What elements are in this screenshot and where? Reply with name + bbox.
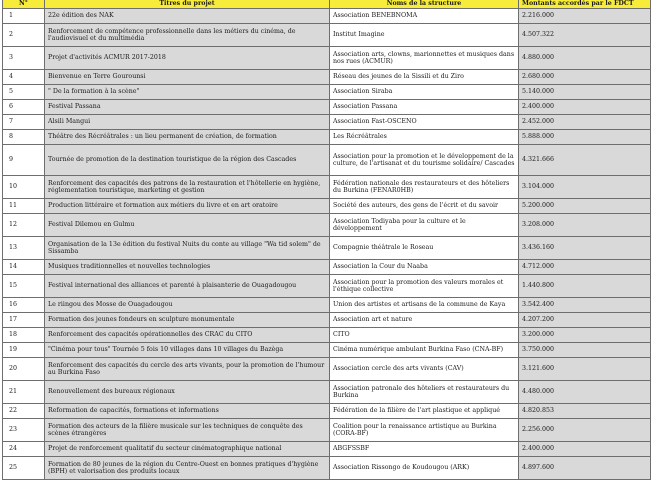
row-number: 25	[3, 457, 45, 480]
structure-name: CITO	[330, 328, 519, 343]
table-body	[3, 9, 651, 480]
amount-granted: 3.104.000	[519, 176, 651, 199]
amount-granted: 3.200.000	[519, 328, 651, 343]
project-title: Projet de renforcement qualitatif du secteur cinématographique national	[45, 442, 330, 457]
structure-name: Société des auteurs, des gens de l'écrit et du savoir	[330, 199, 519, 214]
header-row	[3, 0, 651, 9]
header-structure: Noms de la structure	[330, 0, 519, 9]
row-number: 9	[3, 145, 45, 176]
table-row	[3, 328, 651, 343]
structure-name: Association Rissongo de Koudougou (ARK)	[330, 457, 519, 480]
row-number: 7	[3, 115, 45, 130]
projects-table	[2, 0, 651, 480]
table-row	[3, 381, 651, 404]
table-row	[3, 100, 651, 115]
row-number: 24	[3, 442, 45, 457]
amount-granted: 2.400.000	[519, 100, 651, 115]
amount-granted: 4.321.666	[519, 145, 651, 176]
amount-granted: 3.208.000	[519, 214, 651, 237]
table-row	[3, 343, 651, 358]
table-row	[3, 70, 651, 85]
structure-name: Association Todiyaba pour la culture et le développement	[330, 214, 519, 237]
amount-granted: 2.216.000	[519, 9, 651, 24]
row-number: 2	[3, 24, 45, 47]
structure-name: ABGFSSBF	[330, 442, 519, 457]
structure-name: Coalition pour la renaissance artistique au Burkina (CORA-BF)	[330, 419, 519, 442]
project-title: Renforcement de compétence professionnelle dans les métiers du cinéma, de l'audiovisuel et du multimédia	[45, 24, 330, 47]
structure-name: Association art et nature	[330, 313, 519, 328]
amount-granted: 2.400.000	[519, 442, 651, 457]
amount-granted: 4.480.000	[519, 381, 651, 404]
row-number: 4	[3, 70, 45, 85]
project-title: Festival international des alliances et parenté à plaisanterie de Ouagadougou	[45, 275, 330, 298]
project-title: Formation des acteurs de la filière musicale sur les techniques de conquête des scènes étrangères	[45, 419, 330, 442]
row-number: 22	[3, 404, 45, 419]
project-title: 22e édition des NAK	[45, 9, 330, 24]
structure-name: Association BENEBNOMA	[330, 9, 519, 24]
structure-name: Association Passana	[330, 100, 519, 115]
table-row	[3, 419, 651, 442]
structure-name: Association Siraba	[330, 85, 519, 100]
amount-granted: 2.256.000	[519, 419, 651, 442]
table-row	[3, 298, 651, 313]
table-row	[3, 260, 651, 275]
row-number: 11	[3, 199, 45, 214]
row-number: 20	[3, 358, 45, 381]
amount-granted: 4.507.322	[519, 24, 651, 47]
project-title: Renforcement des capacités des patrons de la restauration et l'hôtellerie en hygiène, réglementation touristique, marketing et gestion	[45, 176, 330, 199]
project-title: Formation de 80 jeunes de la région du Centre-Ouest en bonnes pratiques d'hygiène (BPH) et valorisation des produits locaux	[45, 457, 330, 480]
row-number: 5	[3, 85, 45, 100]
table-row	[3, 237, 651, 260]
table-row	[3, 404, 651, 419]
table-row	[3, 457, 651, 480]
row-number: 8	[3, 130, 45, 145]
structure-name: Association patronale des hôteliers et restaurateurs du Burkina	[330, 381, 519, 404]
amount-granted: 2.680.000	[519, 70, 651, 85]
table-row	[3, 275, 651, 298]
project-title: Renforcement des capacités du cercle des arts vivants, pour la promotion de l'humour au Burkina Faso	[45, 358, 330, 381]
project-title: Reformation de capacités, formations et informations	[45, 404, 330, 419]
project-title: Bienvenue en Terre Gourounsi	[45, 70, 330, 85]
row-number: 6	[3, 100, 45, 115]
project-title: Production littéraire et formation aux métiers du livre et en art oratoire	[45, 199, 330, 214]
project-title: Musiques traditionnelles et nouvelles technologies	[45, 260, 330, 275]
table-row	[3, 313, 651, 328]
amount-granted: 4.880.000	[519, 47, 651, 70]
header-amount: Montants accordés par le FDCT	[519, 0, 651, 9]
project-title: Festival Passana	[45, 100, 330, 115]
amount-granted: 5.200.000	[519, 199, 651, 214]
row-number: 12	[3, 214, 45, 237]
structure-name: Fédération de la filière de l'art plastique et appliqué	[330, 404, 519, 419]
table-row	[3, 24, 651, 47]
table-row	[3, 47, 651, 70]
amount-granted: 5.140.000	[519, 85, 651, 100]
structure-name: Association la Cour du Naaba	[330, 260, 519, 275]
header-title: Titres du projet	[45, 0, 330, 9]
structure-name: Réseau des jeunes de la Sissili et du Ziro	[330, 70, 519, 85]
row-number: 23	[3, 419, 45, 442]
row-number: 10	[3, 176, 45, 199]
table-row	[3, 145, 651, 176]
table-row	[3, 442, 651, 457]
row-number: 16	[3, 298, 45, 313]
project-title: "Cinéma pour tous" Tournée 5 fois 10 villages dans 10 villages du Bazèga	[45, 343, 330, 358]
project-title: Le riingou des Mosse de Ouagadougou	[45, 298, 330, 313]
project-title: Théâtre des Récréâtrales : un lieu permanent de création, de formation	[45, 130, 330, 145]
table-row	[3, 214, 651, 237]
structure-name: Association cercle des arts vivants (CAV)	[330, 358, 519, 381]
amount-granted: 4.712.000	[519, 260, 651, 275]
amount-granted: 1.440.800	[519, 275, 651, 298]
project-title: Alsili Mangui	[45, 115, 330, 130]
row-number: 1	[3, 9, 45, 24]
amount-granted: 3.436.160	[519, 237, 651, 260]
row-number: 3	[3, 47, 45, 70]
structure-name: Institut Imagine	[330, 24, 519, 47]
structure-name: Union des artistes et artisans de la commune de Kaya	[330, 298, 519, 313]
amount-granted: 3.121.600	[519, 358, 651, 381]
project-title: Organisation de la 13e édition du festival Nuits du conte au village "Wa tid solem" de Sissamba	[45, 237, 330, 260]
table-row	[3, 199, 651, 214]
structure-name: Association arts, clowns, marionnettes et musiques dans nos rues (ACMUR)	[330, 47, 519, 70]
structure-name: Association pour la promotion et le développement de la culture, de l'artisanat et du tourisme solidaire/ Cascades	[330, 145, 519, 176]
row-number: 17	[3, 313, 45, 328]
project-title: Projet d'activités ACMUR 2017-2018	[45, 47, 330, 70]
amount-granted: 4.207.200	[519, 313, 651, 328]
table-row	[3, 9, 651, 24]
amount-granted: 3.750.000	[519, 343, 651, 358]
amount-granted: 4.897.600	[519, 457, 651, 480]
project-title: " De la formation à la scène"	[45, 85, 330, 100]
project-title: Renouvellement des bureaux régionaux	[45, 381, 330, 404]
amount-granted: 4.820.853	[519, 404, 651, 419]
project-title: Renforcement des capacités opérationnelles des CRAC du CITO	[45, 328, 330, 343]
amount-granted: 3.542.400	[519, 298, 651, 313]
row-number: 18	[3, 328, 45, 343]
row-number: 14	[3, 260, 45, 275]
structure-name: Cinéma numérique ambulant Burkina Faso (CNA-BF)	[330, 343, 519, 358]
row-number: 21	[3, 381, 45, 404]
row-number: 13	[3, 237, 45, 260]
table-row	[3, 130, 651, 145]
structure-name: Association pour la promotion des valeurs morales et l'éthique collective	[330, 275, 519, 298]
structure-name: Association Fast-OSCENO	[330, 115, 519, 130]
project-title: Formation des jeunes fondeurs en sculpture monumentale	[45, 313, 330, 328]
header-num: N°	[3, 0, 45, 9]
table-row	[3, 115, 651, 130]
amount-granted: 2.452.000	[519, 115, 651, 130]
table-row	[3, 358, 651, 381]
project-title: Festival Dilemou en Gulmu	[45, 214, 330, 237]
row-number: 15	[3, 275, 45, 298]
project-title: Tournée de promotion de la destination touristique de la région des Cascades	[45, 145, 330, 176]
amount-granted: 5.888.000	[519, 130, 651, 145]
structure-name: Compagnie théâtrale le Roseau	[330, 237, 519, 260]
row-number: 19	[3, 343, 45, 358]
table-row	[3, 176, 651, 199]
structure-name: Fédération nationale des restaurateurs et des hôteliers du Burkina (FENAR0HB)	[330, 176, 519, 199]
table-row	[3, 85, 651, 100]
structure-name: Les Récréâtrales	[330, 130, 519, 145]
